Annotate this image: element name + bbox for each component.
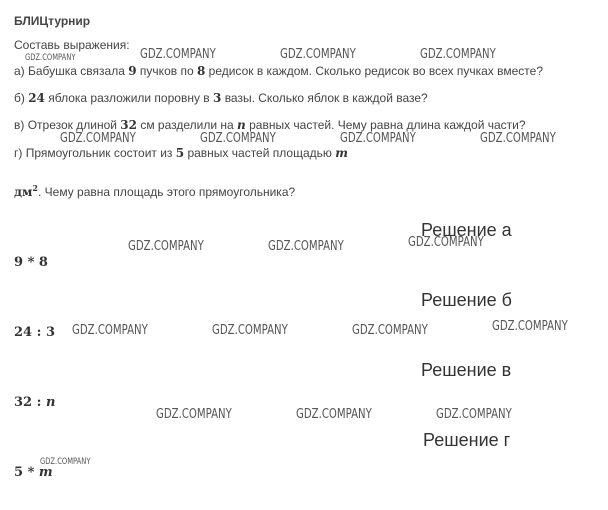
solution-b-expression: 24 : 3 xyxy=(14,325,55,340)
watermark: GDZ.COMPANY xyxy=(156,407,232,422)
watermark: GDZ.COMPANY xyxy=(72,323,148,338)
solution-a-expression: 9 * 8 xyxy=(14,255,48,270)
problem-c: в) Отрезок длиной 32 см разделили на n равных частей. Чему равна длина каждой части? xyxy=(14,118,526,132)
watermark: GDZ.COMPANY xyxy=(436,407,512,422)
watermark: GDZ.COMPANY xyxy=(492,319,568,334)
solution-a-heading: Решение а xyxy=(421,220,512,240)
problem-b: б) 24 яблока разложили поровну в 3 вазы. Сколько яблок в каждой вазе? xyxy=(14,91,428,105)
watermark: GDZ.COMPANY xyxy=(296,407,372,422)
watermark: GDZ.COMPANY xyxy=(25,53,76,63)
task-prompt: Составь выражения: xyxy=(14,38,130,52)
solution-c-heading: Решение в xyxy=(421,360,512,380)
solution-d-expression: 5 * m xyxy=(14,465,53,480)
solution-d-heading: Решение г xyxy=(423,430,511,450)
problem-d: г) Прямоугольник состоит из 5 равных частей площадью m xyxy=(14,146,348,160)
watermark: GDZ.COMPANY xyxy=(280,47,356,62)
watermark: GDZ.COMPANY xyxy=(212,323,288,338)
watermark: GDZ.COMPANY xyxy=(408,235,484,250)
solution-b-heading: Решение б xyxy=(421,290,512,310)
watermark: GDZ.COMPANY xyxy=(340,131,416,146)
watermark: GDZ.COMPANY xyxy=(60,131,136,146)
watermark: GDZ.COMPANY xyxy=(480,131,556,146)
solution-c-expression: 32 : n xyxy=(14,395,56,410)
watermark: GDZ.COMPANY xyxy=(200,131,276,146)
watermark: GDZ.COMPANY xyxy=(128,239,204,254)
problem-d-continued: $дм^2$. Чему равна площадь этого прямоугольника? xyxy=(14,183,296,199)
watermark: GDZ.COMPANY xyxy=(420,47,496,62)
watermark: GDZ.COMPANY xyxy=(40,457,91,467)
watermark: GDZ.COMPANY xyxy=(352,323,428,338)
watermark: GDZ.COMPANY xyxy=(140,47,216,62)
watermark: GDZ.COMPANY xyxy=(268,239,344,254)
page-title: БЛИЦтурнир xyxy=(14,14,91,28)
problem-a: а) Бабушка связала 9 пучков по 8 редисок в каждом. Сколько редисок во всех пучках вместе? xyxy=(14,64,544,78)
